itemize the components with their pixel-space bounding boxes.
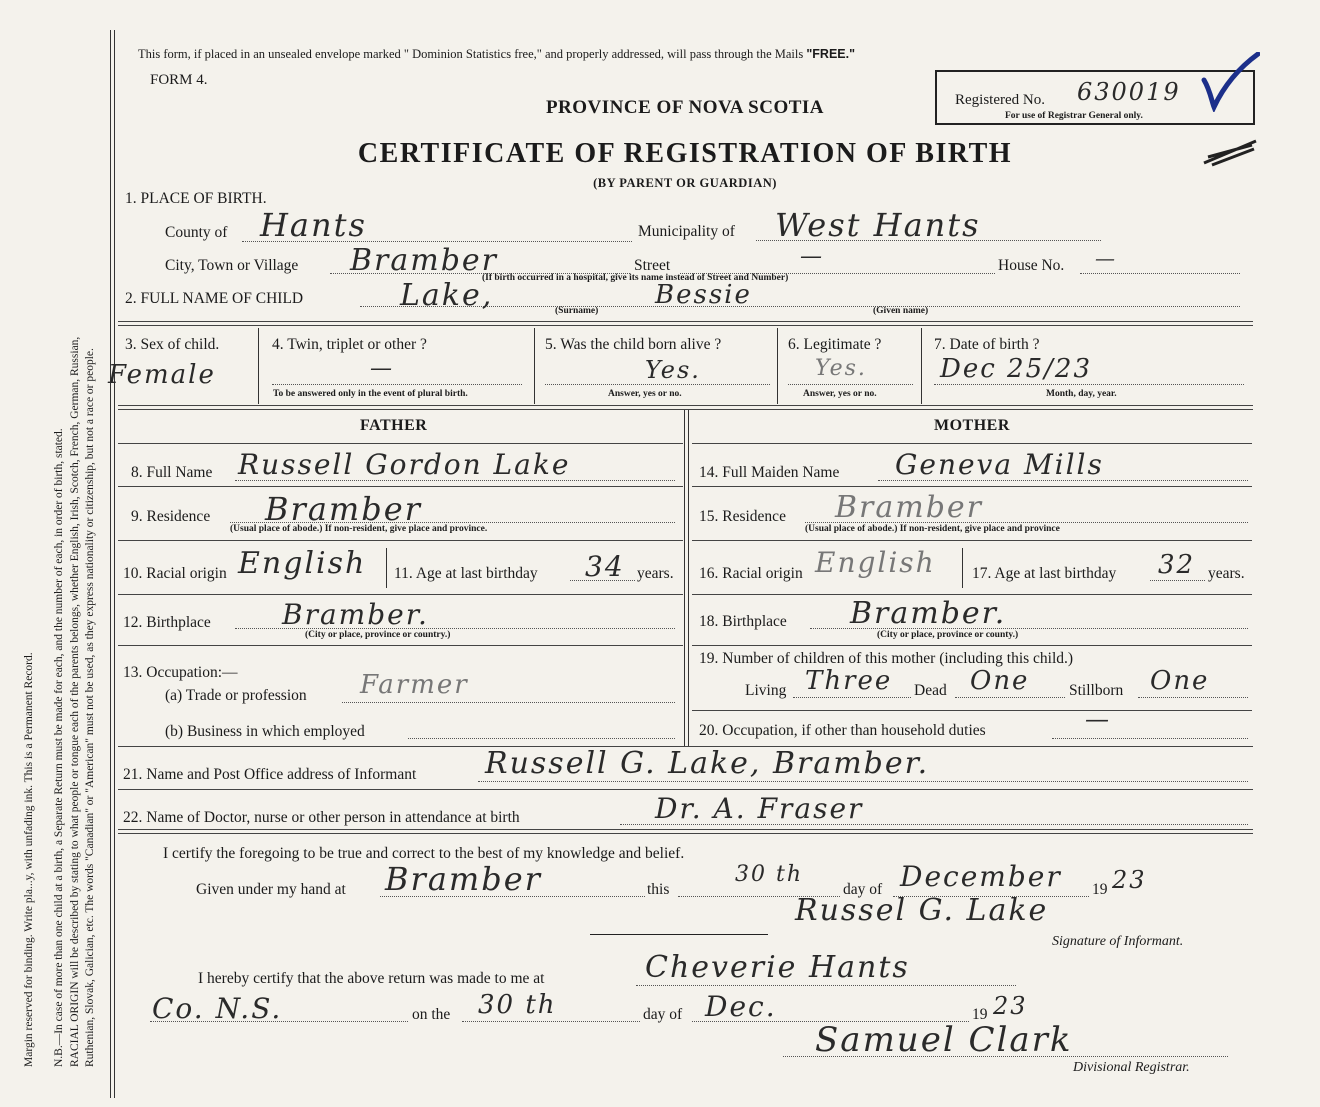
margin-line-2: N.B.—In case of more than one child at a birth, a Separate Return must be made for each, and the number of each, in order of birth, stated. bbox=[53, 428, 65, 1067]
house-value: — bbox=[1095, 246, 1117, 270]
divider bbox=[692, 594, 1252, 595]
mother-residence-note: (Usual place of abode.) If non-resident, give place and province bbox=[805, 524, 1060, 534]
legitimate-line bbox=[788, 384, 913, 385]
province-title: PROVINCE OF NOVA SCOTIA bbox=[545, 97, 825, 118]
return-place-county: Co. N.S. bbox=[152, 992, 283, 1025]
legitimate-value: Yes. bbox=[815, 356, 867, 381]
on-the-label: on the bbox=[412, 1006, 451, 1023]
father-name-label: 8. Full Name bbox=[131, 464, 213, 481]
dead-line bbox=[955, 697, 1065, 698]
father-heading: FATHER bbox=[360, 417, 428, 434]
hospital-note: (If birth occurred in a hospital, give its name instead of Street and Number) bbox=[482, 273, 789, 283]
divider bbox=[692, 443, 1252, 444]
municipality-label: Municipality of bbox=[638, 223, 735, 240]
return-place-line bbox=[636, 985, 1016, 986]
divider bbox=[692, 486, 1252, 487]
dead-value: One bbox=[970, 666, 1030, 696]
child-name-label: 2. FULL NAME OF CHILD bbox=[125, 290, 304, 307]
year2-value: 23 bbox=[993, 992, 1028, 1020]
divider bbox=[118, 645, 683, 646]
divider bbox=[118, 789, 1253, 790]
divider bbox=[692, 645, 1252, 646]
mother-name-label: 14. Full Maiden Name bbox=[699, 464, 840, 481]
registrar-signature: Samuel Clark bbox=[815, 1020, 1073, 1060]
postal-note: This form, if placed in an unsealed envelope marked " Dominion Statistics free," and properly addressed, will pass through the Mails "FREE." bbox=[138, 47, 856, 61]
mother-years: years. bbox=[1208, 565, 1245, 582]
registrar-note: For use of Registrar General only. bbox=[1005, 111, 1143, 121]
father-race: English bbox=[238, 546, 367, 581]
mother-race: English bbox=[815, 546, 936, 579]
mother-race-label: 16. Racial origin bbox=[699, 565, 803, 582]
divider bbox=[692, 710, 1252, 711]
informant-value: Russell G. Lake, Bramber. bbox=[485, 746, 930, 781]
column-divider bbox=[258, 328, 259, 404]
mother-name: Geneva Mills bbox=[895, 448, 1104, 481]
certificate-subtitle: (BY PARENT OR GUARDIAN) bbox=[593, 176, 777, 190]
stillborn-line bbox=[1138, 697, 1248, 698]
father-residence-label: 9. Residence bbox=[131, 508, 211, 525]
dob-value: Dec 25/23 bbox=[940, 354, 1092, 384]
day-of-label: day of bbox=[843, 881, 883, 898]
year-prefix-2: 19 bbox=[972, 1006, 988, 1023]
parent-divider bbox=[684, 410, 685, 746]
born-alive-label: 5. Was the child born alive ? bbox=[545, 336, 722, 353]
father-birthplace: Bramber. bbox=[282, 598, 429, 631]
street-label: Street bbox=[634, 257, 671, 274]
mother-occupation: — bbox=[1085, 705, 1111, 733]
father-residence: Bramber bbox=[265, 490, 422, 528]
mother-heading: MOTHER bbox=[934, 417, 1010, 434]
born-alive-note: Answer, yes or no. bbox=[608, 389, 682, 399]
father-trade: Farmer bbox=[360, 670, 469, 700]
parent-divider bbox=[688, 410, 689, 746]
father-business-label: (b) Business in which employed bbox=[165, 723, 365, 740]
column-divider bbox=[921, 328, 922, 404]
registered-label: Registered No. bbox=[955, 92, 1045, 108]
house-label: House No. bbox=[998, 257, 1065, 274]
dob-label: 7. Date of birth ? bbox=[934, 336, 1040, 353]
children-count-label: 19. Number of children of this mother (including this child.) bbox=[699, 650, 1074, 667]
municipality-value: West Hants bbox=[775, 206, 981, 244]
year-prefix: 19 bbox=[1092, 881, 1108, 898]
child-given-name: Bessie bbox=[655, 280, 752, 310]
twin-value: — bbox=[370, 356, 394, 381]
surname-note: (Surname) bbox=[555, 306, 599, 316]
divider bbox=[118, 833, 1253, 834]
informant-line bbox=[478, 781, 1248, 782]
city-label: City, Town or Village bbox=[165, 257, 299, 274]
column-divider bbox=[777, 328, 778, 404]
divider bbox=[118, 409, 1253, 410]
born-alive-line bbox=[545, 384, 770, 385]
legitimate-note: Answer, yes or no. bbox=[803, 389, 877, 399]
given-under-label: Given under my hand at bbox=[196, 881, 346, 898]
mother-residence: Bramber bbox=[835, 490, 984, 525]
column-divider bbox=[534, 328, 535, 404]
given-place: Bramber bbox=[385, 860, 542, 898]
divider bbox=[118, 321, 1253, 322]
father-birthplace-note: (City or place, province or country.) bbox=[305, 630, 451, 640]
house-line bbox=[1080, 273, 1240, 274]
father-trade-label: (a) Trade or profession bbox=[165, 687, 307, 704]
father-residence-note: (Usual place of abode.) If non-resident, give place and province. bbox=[230, 524, 488, 534]
divider bbox=[118, 325, 1253, 326]
month-value: December bbox=[900, 860, 1062, 893]
stillborn-label: Stillborn bbox=[1069, 682, 1124, 699]
check-mark-icon bbox=[1200, 52, 1260, 112]
divider bbox=[692, 540, 1252, 541]
divider bbox=[118, 540, 683, 541]
father-trade-line bbox=[342, 702, 675, 703]
this-day: 30 th bbox=[735, 862, 803, 887]
dob-line bbox=[934, 384, 1244, 385]
mother-birthplace-label: 18. Birthplace bbox=[699, 613, 787, 630]
column-divider bbox=[962, 548, 963, 588]
mother-birthplace-note: (City or place, province or county.) bbox=[877, 630, 1019, 640]
informant-signature: Russel G. Lake bbox=[795, 893, 1049, 928]
twin-line bbox=[272, 384, 522, 385]
place-of-birth-label: 1. PLACE OF BIRTH. bbox=[125, 190, 267, 207]
given-name-note: (Given name) bbox=[873, 306, 929, 316]
column-divider bbox=[386, 548, 387, 588]
divider bbox=[118, 405, 1253, 406]
return-label: I hereby certify that the above return was made to me at bbox=[198, 970, 545, 987]
child-surname: Lake, bbox=[400, 278, 494, 313]
attendant-value: Dr. A. Fraser bbox=[655, 792, 864, 825]
legitimate-label: 6. Legitimate ? bbox=[788, 336, 882, 353]
living-label: Living bbox=[745, 682, 787, 699]
sex-value: Female bbox=[108, 360, 216, 390]
mother-birthplace: Bramber. bbox=[850, 596, 1007, 631]
father-years: years. bbox=[637, 565, 674, 582]
on-day-line bbox=[462, 1021, 640, 1022]
divider bbox=[118, 486, 683, 487]
dob-note: Month, day, year. bbox=[1046, 389, 1117, 399]
stillborn-value: One bbox=[1150, 666, 1210, 696]
divider bbox=[118, 443, 683, 444]
mother-age-label: 17. Age at last birthday bbox=[972, 565, 1117, 582]
born-alive-value: Yes. bbox=[645, 356, 701, 384]
margin-line-4: Ruthenian, Slovak, Galician, etc. The words "Canadian" or "American" must not be used, as they express nationality or citizenship, but not a race or people. bbox=[84, 348, 96, 1067]
father-age: 34 bbox=[585, 550, 625, 583]
return-place: Cheverie Hants bbox=[645, 950, 910, 985]
father-business-line bbox=[408, 738, 675, 739]
dead-label: Dead bbox=[914, 682, 947, 699]
county-label: County of bbox=[165, 224, 228, 241]
this-label: this bbox=[647, 881, 670, 898]
day-of-label-2: day of bbox=[643, 1006, 683, 1023]
mother-age-line bbox=[1150, 580, 1205, 581]
twin-label: 4. Twin, triplet or other ? bbox=[272, 336, 427, 353]
informant-label: 21. Name and Post Office address of Informant bbox=[123, 766, 417, 783]
father-race-label: 10. Racial origin bbox=[123, 565, 227, 582]
on-day: 30 th bbox=[478, 990, 557, 1020]
form-number: FORM 4. bbox=[150, 72, 208, 88]
month2-value: Dec. bbox=[705, 990, 777, 1023]
margin-line-3: RACIAL ORIGIN will be described by stating to what people or tongue each of the parents belongs, whether English, Irish, Scotch, French, German, Russian, bbox=[69, 336, 81, 1067]
year-value: 23 bbox=[1112, 866, 1147, 894]
divider bbox=[118, 594, 683, 595]
sex-label: 3. Sex of child. bbox=[125, 336, 220, 353]
certify-statement: I certify the foregoing to be true and correct to the best of my knowledge and belief. bbox=[163, 845, 685, 862]
twin-note: To be answered only in the event of plural birth. bbox=[273, 389, 468, 399]
mother-residence-label: 15. Residence bbox=[699, 508, 786, 525]
mother-occupation-line bbox=[1052, 738, 1248, 739]
father-birthplace-label: 12. Birthplace bbox=[123, 614, 211, 631]
father-name: Russell Gordon Lake bbox=[238, 448, 571, 481]
attendant-label: 22. Name of Doctor, nurse or other person in attendance at birth bbox=[123, 809, 520, 826]
divider bbox=[118, 829, 1253, 830]
registrar-label: Divisional Registrar. bbox=[1073, 1060, 1190, 1075]
father-age-label: 11. Age at last birthday bbox=[394, 565, 538, 582]
county-value: Hants bbox=[260, 206, 367, 244]
scribble-mark-icon bbox=[1200, 135, 1260, 170]
living-value: Three bbox=[805, 666, 893, 696]
signature-line bbox=[590, 934, 768, 935]
street-value: — bbox=[800, 244, 824, 269]
certificate-title: CERTIFICATE OF REGISTRATION OF BIRTH bbox=[357, 138, 1013, 169]
father-occupation-label: 13. Occupation:— bbox=[123, 664, 238, 681]
mother-age: 32 bbox=[1158, 550, 1196, 580]
city-value: Bramber bbox=[350, 243, 499, 278]
living-line bbox=[793, 697, 911, 698]
margin-line-1: Margin reserved for binding. Write pla...y, with unfading ink. This is a Permanent Record. bbox=[23, 652, 35, 1067]
mother-occupation-label: 20. Occupation, if other than household duties bbox=[699, 722, 986, 739]
registered-number: 630019 bbox=[1077, 78, 1181, 106]
informant-signature-label: Signature of Informant. bbox=[1052, 934, 1184, 949]
